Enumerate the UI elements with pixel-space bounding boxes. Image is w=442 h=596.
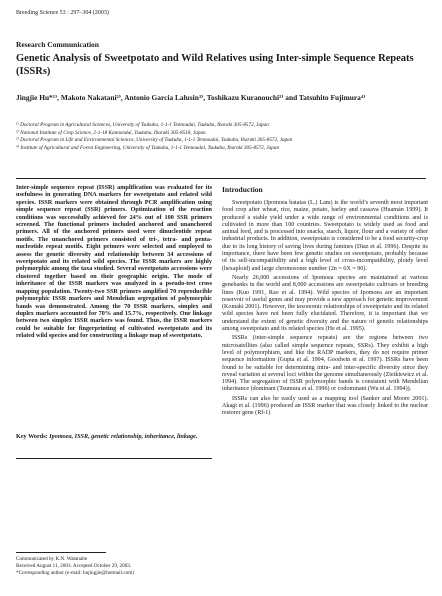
intro-paragraph: Nearly 26,000 accessions of Ipomoea species are maintained at various genebanks in the world and 8,000 accessions are sweetpotato cultivars or breeding lines (Kuo 1991, Rao et al. 1994). Wild species of Ipomoea are an important reservoir of useful genes and may provide a new approach for genetic improvement (Komaki 2001). However, the taxonomic relationships of sweetpotato and its related wild species have not been fully elucidated. Therefore, it is important that we understand the extent of genetic diversity and the nature of genetic relationships among sweetpotato and its related species (He et al. 1995). <box>222 274 428 333</box>
keywords-text: Ipomoea, ISSR, genetic relationship, inheritance, linkage. <box>49 433 198 440</box>
affiliation-number: ¹⁾ <box>16 122 19 128</box>
affiliation-item <box>16 122 426 130</box>
affiliation-text: Doctoral Program in Life and Environmental Sciences, University of Tsukuba, 1-1-1 Tennoudai, Tsukuba, Ibaraki 305-8572, Japan <box>20 137 293 144</box>
affiliation-text: National Institute of Crop Science, 2-1-18 Kannondai, Tsukuba, Ibaraki 305-8518, Japan <box>20 129 206 136</box>
author-list: Jingjie Hu*¹⁾, Makoto Nakatani²⁾, Antonio Garcia Lalusin³⁾, Toshikazu Kuranouchi²⁾ and Tatsuhito Fujimura⁴⁾ <box>16 93 366 102</box>
abstract-divider <box>16 458 212 459</box>
introduction-body <box>222 200 428 420</box>
section-label: Research Communication <box>16 40 99 49</box>
intro-paragraph: ISSRs (inter-simple sequence repeats) are the regions between two microsatellites (also called simple sequence repeats, SSRs). They exhibit a high level of polymorphism, and like the RADP markers, they do not require primer sequence information (Gupta et al. 1994, Goodwin et al. 1997). ISSRs have been found to be suitable for determining intra- and inter-specific diversity since they reveal variation at several loci within the genome simultaneously (Zietkiewicz et al. 1994). The segregation of ISSR polymorphic bands is consistent with Mendelian inheritance (dominant (Tsumura et al. 1996) or codominant (Wu et al. 1994)). <box>222 335 428 393</box>
keywords-label: Key Words: <box>16 433 48 440</box>
affiliation-item <box>16 145 426 153</box>
affiliation-item <box>16 137 426 145</box>
footnote-corresponding: *Corresponding author (e-mail: hujingjie@hotmail.com) <box>16 570 135 577</box>
intro-paragraph: Sweetpotato (Ipomoea batatas (L.) Lam) is the world’s seventh most important food crop after wheat, rice, maize, potato, barley and cassava (Huamán 1999). It produced a stable yield under a wide range of environmental conditions and is cultivated in more than 100 countries. Sweetpotato is widely used as food and animal feed, and is processed into snacks, starch, liquor, flour and a variety of other industrial products. In addition, sweetpotato is considered to be a food security-crop due to its long history of saving lives during famines (Diaz et al. 1996). Despite its importance, there have been few genetic studies on sweetpotato, probably because of its self-incompatibility and a high level of cross-incompatibility, ploidy level (hexaploid) and large chromosome number (2n = 6X = 90). <box>222 200 428 272</box>
affiliation-number: ²⁾ <box>16 129 19 136</box>
running-head: Breeding Science 53 : 297–304 (2003) <box>16 10 109 16</box>
footnote-communicated: Communicated by K.N. Watanabe <box>16 556 88 562</box>
affiliation-list <box>16 122 426 153</box>
keywords <box>16 433 212 441</box>
footnote-dates: Received August 11, 2003. Accepted October 29, 2003. <box>16 563 132 570</box>
header-divider <box>16 178 426 179</box>
affiliation-number: ⁴⁾ <box>16 145 20 152</box>
footnotes <box>16 556 216 578</box>
affiliation-number: ³⁾ <box>16 137 19 144</box>
affiliation-text: Institute of Agricultural and Forest Engineering, University of Tsukuba, 1-1-1 Tennoudai, Tsukuba, Ibaraki 305-8572, Japan <box>20 145 280 152</box>
affiliation-text: Doctoral Program in Agricultural Sciences, University of Tsukuba, 1-1-1 Tennoudai, Tsukuba, Ibaraki 305-8572, Japan <box>20 122 269 128</box>
introduction-heading: Introduction <box>222 185 263 194</box>
footnote-divider <box>16 552 106 553</box>
intro-paragraph: ISSRs can also be easily used as a mapping tool (Sanker and Moore 2001). Akagi et al. (1996) produced an ISSR marker that was closely linked to the nuclear restorer gene (Rf-1) <box>222 395 428 417</box>
abstract: Inter-simple sequence repeat (ISSR) amplification was evaluated for its usefulness in generating DNA markers for sweetpotato and related wild species. ISSR markers were obtained through PCR amplification using simple sequence repeat (SSR) primers. Optimization of the reaction conditions was successfully achieved for 24% out of 100 SSR primers screened. The functional primers included anchored and unanchored primers. All of the anchored primers used were dinucleotide repeat motifs. The unanchored primers consisted of tri-, tetra- and penta-nucleotide repeat motifs. Eight primers were selected and employed to assess the genetic diversity and relationship between 34 accessions of sweetpotato and its related wild species. The ISSR markers are highly polymorphic among the taxa studied. Several sweetpotato accessions were clustered together based on their geographic origin. The mode of inheritance of the ISSR markers was analyzed in a pseudo-test cross mapping population. Twenty-two SSR primers amplified 70 reproducible polymorphic ISSR markers and Mendelian segregation of polymorphic bands was demonstrated. Among the 70 ISSR markers, simplex and duplex markers accounted for 70% and 15.7%, respectively. One linkage between two simplex ISSR markers was found. Thus, the ISSR markers could be suitable for fingerprinting of cultivated sweetpotato and its related wild species and for constructing a linkage map of sweetpotato. <box>16 184 212 340</box>
paper-title: Genetic Analysis of Sweetpotato and Wild Relatives using Inter-simple Sequence Repeats (ISSRs) <box>16 53 414 77</box>
